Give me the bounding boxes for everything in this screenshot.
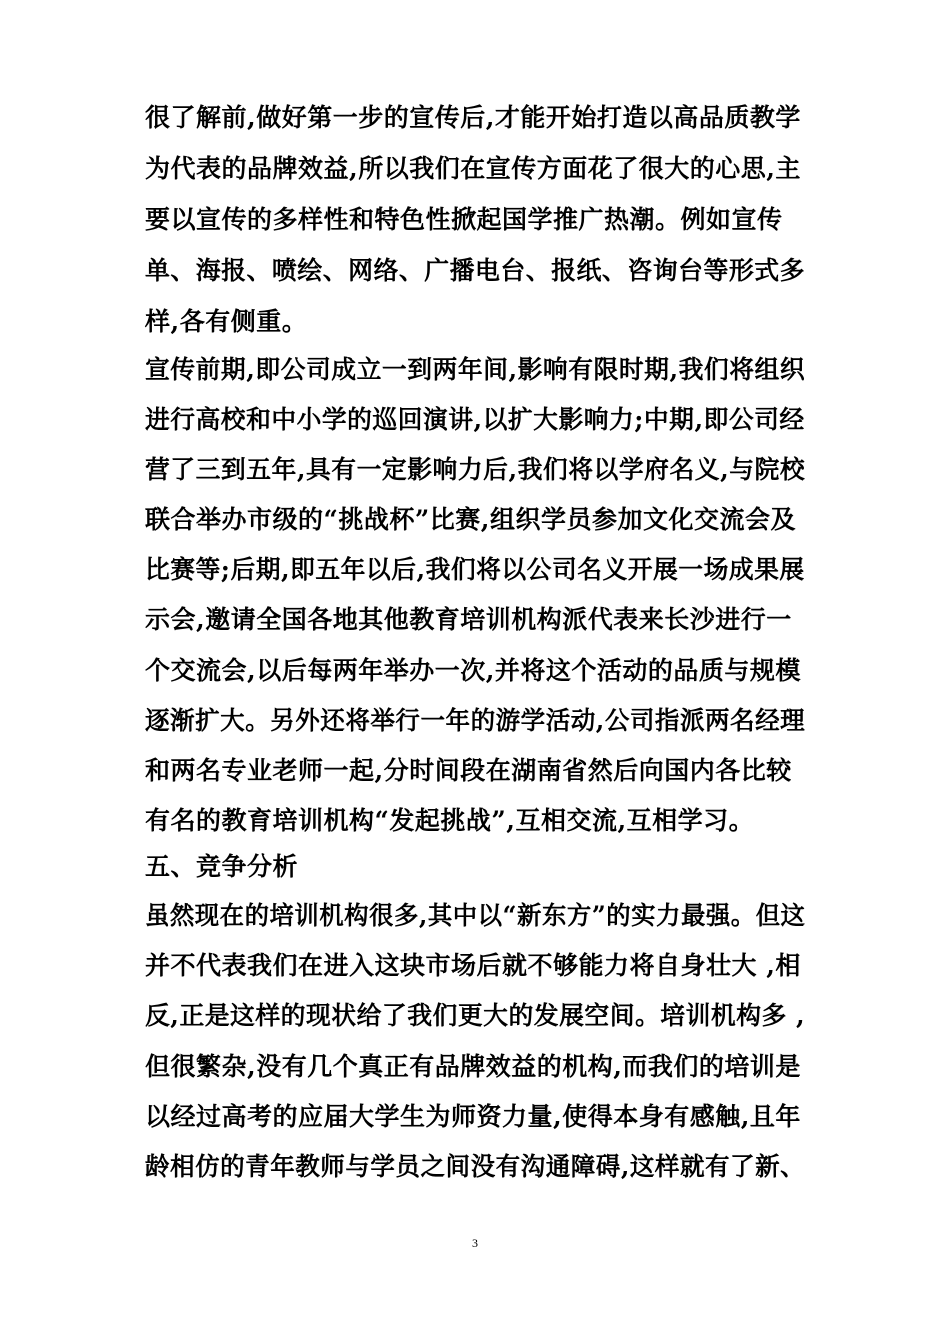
text-line: 个交流会,以后每两年举办一次,并将这个活动的品质与规模 (145, 656, 801, 685)
text-line: 有名的教育培训机构“发起挑战”,互相交流,互相学习。 (145, 806, 755, 835)
text-line: 联合举办市级的“挑战杯”比赛,组织学员参加文化交流会及 (145, 505, 796, 534)
text-line: 反,正是这样的现状给了我们更大的发展空间。培训机构多 , (145, 1001, 806, 1030)
text-line: 逐渐扩大。另外还将举行一年的游学活动,公司指派两名经理 (145, 706, 806, 735)
text-line: 比赛等;后期,即五年以后,我们将以公司名义开展一场成果展 (145, 555, 805, 584)
page-number: 3 (472, 1236, 478, 1250)
section-heading: 五、竞争分析 (145, 852, 299, 881)
text-line: 但很繁杂,没有几个真正有品牌效益的机构,而我们的培训是 (145, 1052, 801, 1081)
text-line: 虽然现在的培训机构很多,其中以“新东方”的实力最强。但这 (145, 901, 806, 930)
text-line: 进行高校和中小学的巡回演讲,以扩大影响力;中期,即公司经 (145, 405, 805, 434)
text-line: 并不代表我们在进入这块市场后就不够能力将自身壮大 ,相 (145, 951, 801, 980)
text-line: 宣传前期,即公司成立一到两年间,影响有限时期,我们将组织 (145, 355, 806, 384)
text-line: 以经过高考的应届大学生为师资力量,使得本身有感触,且年 (145, 1102, 801, 1131)
text-line: 单、海报、喷绘、网络、广播电台、报纸、咨询台等形式多 (145, 256, 806, 285)
text-line: 很了解前,做好第一步的宣传后,才能开始打造以高品质教学 (145, 103, 801, 132)
text-line: 为代表的品牌效益,所以我们在宣传方面花了很大的心思,主 (145, 154, 801, 183)
text-line: 营了三到五年,具有一定影响力后,我们将以学府名义,与院校 (145, 455, 806, 484)
text-line: 龄相仿的青年教师与学员之间没有沟通障碍,这样就有了新、 (145, 1152, 806, 1181)
text-line: 和两名专业老师一起,分时间段在湖南省然后向国内各比较 (145, 756, 792, 785)
text-line: 要以宣传的多样性和特色性掀起国学推广热潮。例如宣传 (145, 205, 783, 234)
text-line: 示会,邀请全国各地其他教育培训机构派代表来长沙进行一 (145, 605, 792, 634)
text-line: 样,各有侧重。 (145, 307, 308, 336)
